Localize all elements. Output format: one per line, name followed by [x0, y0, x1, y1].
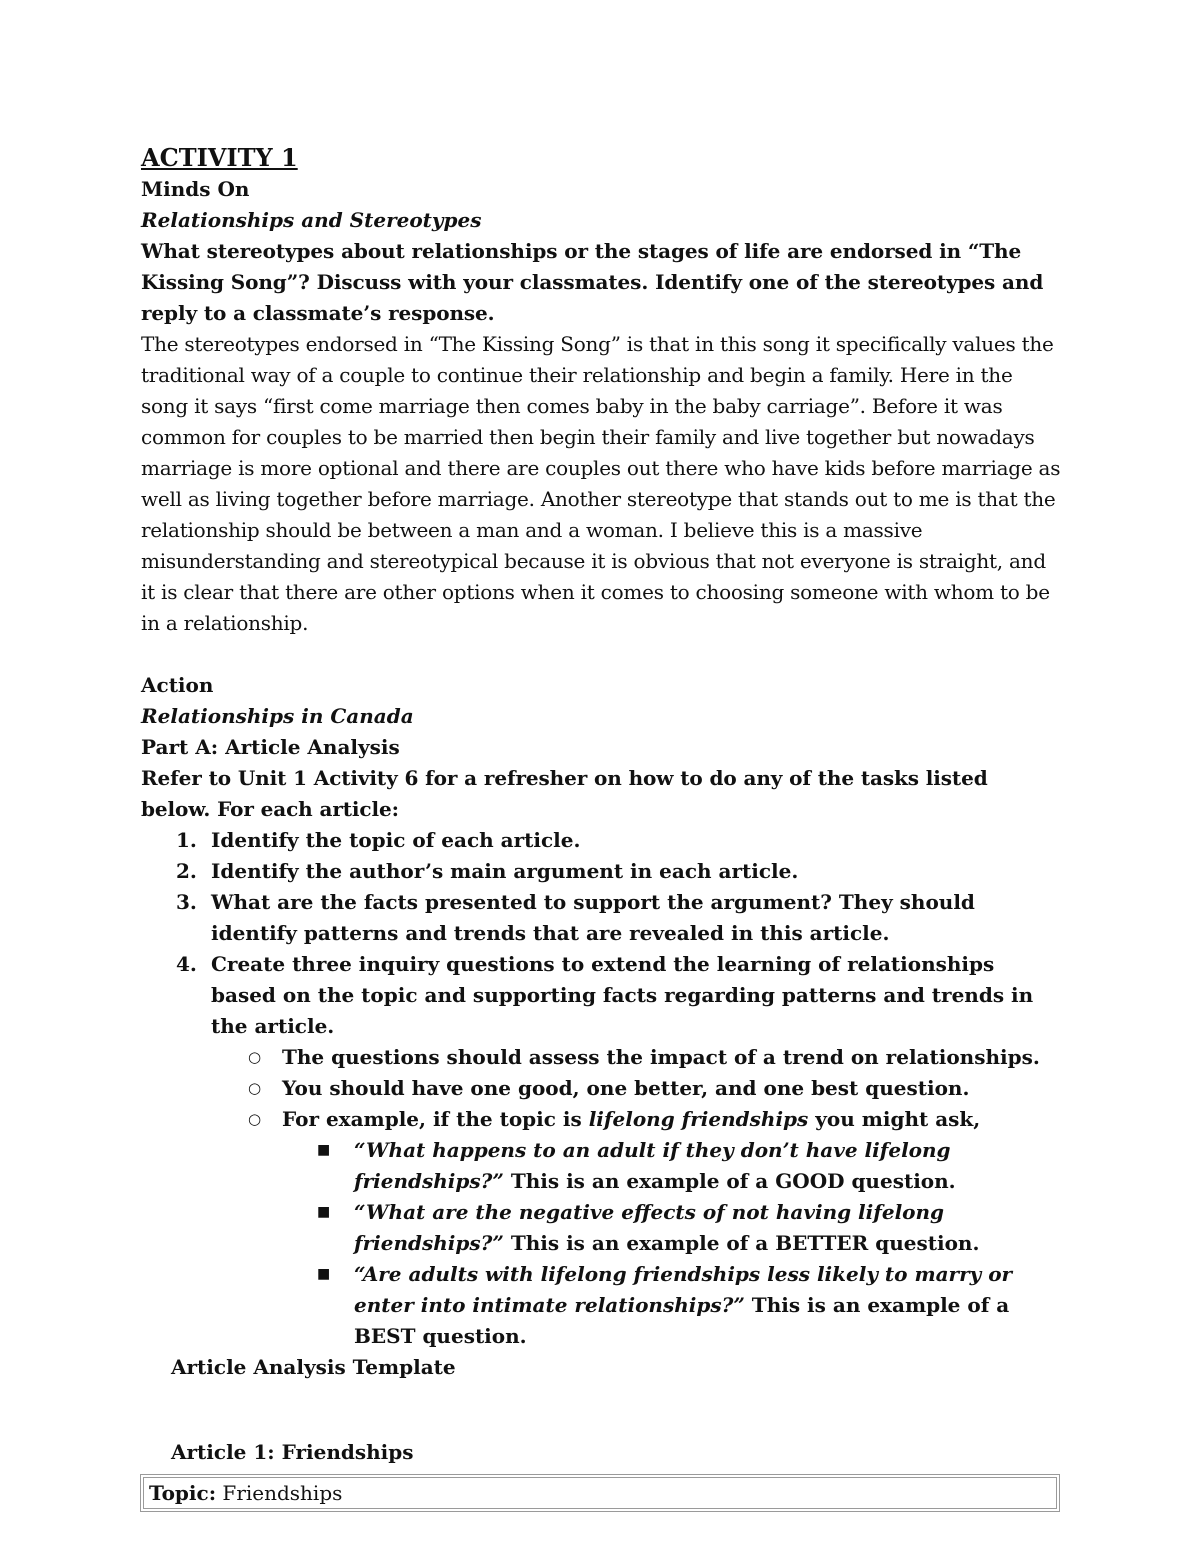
- sub-bullet-list: [211, 1042, 1061, 1352]
- hollow-circle-bullet-icon: ○: [248, 1079, 262, 1097]
- article-heading: Article 1: Friendships: [171, 1440, 414, 1464]
- topic-table-cell: [143, 1477, 1057, 1509]
- action-heading: Action: [141, 673, 214, 697]
- action-subheading: Relationships in Canada: [141, 704, 414, 728]
- template-label: Article Analysis Template: [171, 1355, 456, 1379]
- list-item: 1. Identify the topic of each article.: [176, 828, 581, 852]
- spacer: [141, 639, 1061, 670]
- part-a-heading: Part A: Article Analysis: [141, 735, 400, 759]
- hollow-circle-bullet-icon: ○: [248, 1110, 262, 1128]
- document-page: [141, 142, 1061, 1509]
- sub-list-item: ○ For example, if the topic is lifelong friendships you might ask, ■ “What happens to an adult if they don’t have lifelong friendships?” This is an example of a GOOD question. ■ “What are the negative effects of not having lifelong friendships?” This is an example of a BETTER question. ■ “Are adults with lifelong friendships less likely to marry or enter into intimate relationships?” This is an example of a BEST question.: [282, 1104, 1061, 1352]
- square-bullet-icon: ■: [317, 1204, 331, 1220]
- minds-on-heading: Minds On: [141, 177, 250, 201]
- example-question: ■ “Are adults with lifelong friendships less likely to marry or enter into intimate relationships?” This is an example of a BEST question.: [354, 1259, 1061, 1352]
- hollow-circle-bullet-icon: ○: [248, 1048, 262, 1066]
- topic-label: Topic:: [149, 1481, 217, 1505]
- example-question: ■ “What happens to an adult if they don’t have lifelong friendships?” This is an example of a GOOD question.: [354, 1135, 1061, 1197]
- sub-list-item: ○ The questions should assess the impact of a trend on relationships.: [282, 1042, 1061, 1073]
- list-item: 3. What are the facts presented to support the argument? They should identify patterns and trends that are revealed in this article.: [176, 890, 975, 945]
- example-question-list: [282, 1135, 1061, 1352]
- square-bullet-icon: ■: [317, 1266, 331, 1282]
- activity-title: ACTIVITY 1: [141, 143, 298, 172]
- student-response: The stereotypes endorsed in “The Kissing Song” is that in this song it specifically values the traditional way of a couple to continue their relationship and begin a family. Here in the song it says “first come marriage then comes baby in the baby carriage”. Before it was common for couples to be married then begin their family and live together but nowadays marriage is more optional and there are couples out there who have kids before marriage as well as living together before marriage. Another stereotype that stands out to me is that the relationship should be between a man and a woman. I believe this is a massive misunderstanding and stereotypical because it is obvious that not everyone is straight, and it is clear that there are other options when it comes to choosing someone with whom to be in a relationship.: [141, 332, 1061, 635]
- example-question: ■ “What are the negative effects of not having lifelong friendships?” This is an example of a BETTER question.: [354, 1197, 1061, 1259]
- square-bullet-icon: ■: [317, 1142, 331, 1158]
- instructions: Refer to Unit 1 Activity 6 for a refresher on how to do any of the tasks listed below. For each article:: [141, 766, 988, 821]
- task-list: [141, 825, 1061, 1352]
- spacer: [141, 1414, 1061, 1437]
- list-item: 4. Create three inquiry questions to extend the learning of relationships based on the topic and supporting facts regarding patterns and trends in the article. ○ The questions should assess the impact of a trend on relationships. ○ You should have one good, one better, and one best question. ○ For example, if the topic is lifelong friendships you might ask, ■ “What happens to an adult if they don’t have lifelong friendships?” This is an example of a GOOD question. ■ “What are the negative effects of not having lifelong friendships?” This is an example of a BETTER question. ■ “Are adults with lifelong friendships less likely to marry or enter into intimate relationships?” This is an example of a BEST question.: [211, 949, 1061, 1352]
- topic-value: Friendships: [216, 1481, 343, 1505]
- sub-list-item: ○ You should have one good, one better, and one best question.: [282, 1073, 1061, 1104]
- example-topic: lifelong friendships: [588, 1107, 809, 1131]
- list-item: 2. Identify the author’s main argument in each article.: [176, 859, 799, 883]
- discussion-prompt: What stereotypes about relationships or the stages of life are endorsed in “The Kissing Song”? Discuss with your classmates. Identify one of the stereotypes and reply to a classmate’s response.: [141, 239, 1044, 325]
- spacer: [141, 1383, 1061, 1414]
- minds-on-subheading: Relationships and Stereotypes: [141, 208, 482, 232]
